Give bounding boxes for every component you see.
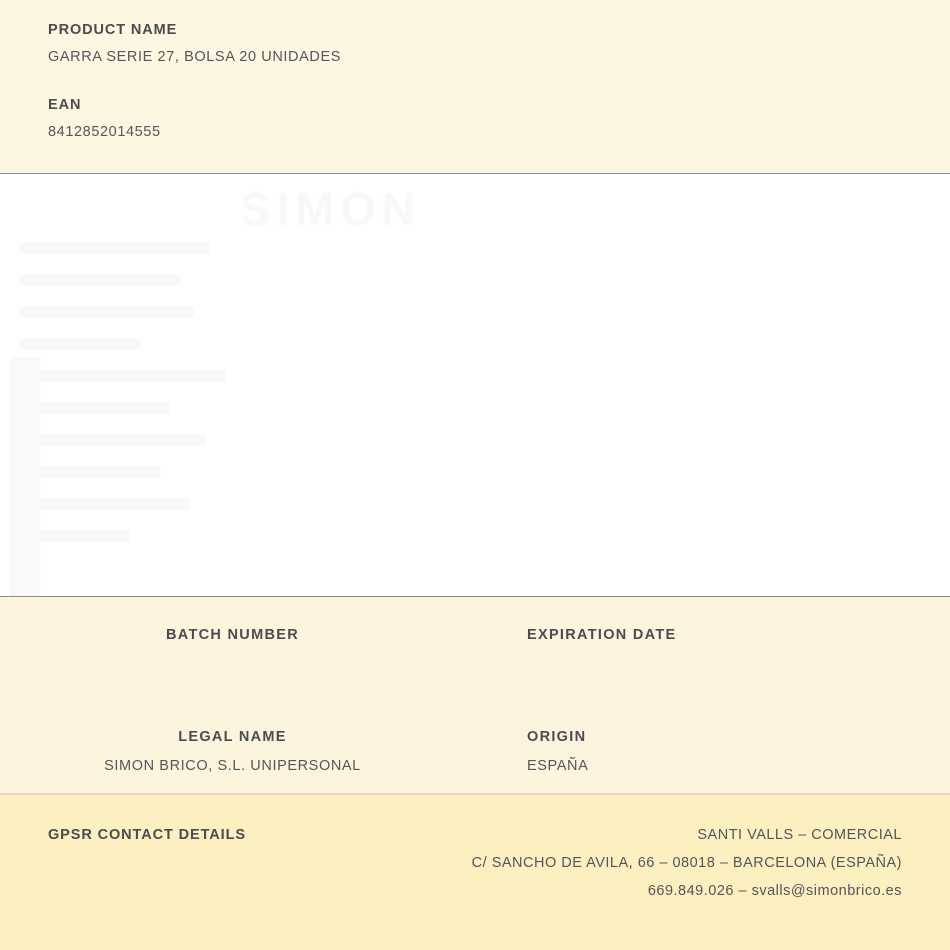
gpsr-contact-phone-email: 669.849.026 – svalls@simonbrico.es — [647, 883, 902, 899]
ghost-line — [20, 242, 210, 254]
expiration-date-value — [527, 656, 950, 672]
product-image-section — [0, 174, 950, 597]
ghost-brand-text: SIMON — [240, 183, 421, 235]
legal-name-value: SIMON BRICO, S.L. UNIPERSONAL — [104, 758, 361, 774]
batch-row — [0, 627, 950, 672]
gpsr-contact-lines — [472, 827, 902, 899]
ean-field — [0, 97, 950, 140]
ean-value: 8412852014555 — [48, 124, 161, 140]
batch-legal-section — [0, 597, 950, 795]
gpsr-contact-address: C/ SANCHO DE AVILA, 66 – 08018 – BARCELONA (ESPAÑA) — [471, 855, 902, 871]
ean-label: EAN — [48, 97, 82, 113]
product-name-value: GARRA SERIE 27, BOLSA 20 UNIDADES — [48, 49, 341, 65]
gpsr-contact-section — [0, 795, 950, 950]
origin-value: ESPAÑA — [527, 758, 589, 774]
product-image-ghost — [0, 182, 500, 482]
expiration-date-label: EXPIRATION DATE — [527, 627, 677, 643]
batch-number-label: BATCH NUMBER — [166, 627, 299, 643]
ghost-line — [20, 466, 160, 478]
ghost-line — [20, 338, 140, 350]
ghost-line — [20, 402, 170, 414]
ghost-bar — [10, 357, 40, 597]
ghost-line — [20, 370, 225, 382]
ghost-line — [20, 274, 180, 286]
batch-number-field — [0, 627, 475, 672]
ghost-text-lines — [20, 242, 280, 562]
product-name-label: PRODUCT NAME — [48, 22, 178, 38]
gpsr-title: GPSR CONTACT DETAILS — [48, 827, 246, 843]
product-name-field — [0, 22, 950, 65]
legal-name-field — [0, 729, 475, 774]
origin-field — [475, 729, 950, 774]
legal-name-label: LEGAL NAME — [178, 729, 287, 745]
origin-label: ORIGIN — [527, 729, 587, 745]
gpsr-contact-person: SANTI VALLS – COMERCIAL — [697, 827, 902, 843]
legal-row — [0, 729, 950, 774]
product-identity-section — [0, 0, 950, 174]
ghost-line — [20, 306, 195, 318]
ghost-line — [20, 434, 205, 446]
expiration-date-field — [475, 627, 950, 672]
batch-number-value — [0, 656, 465, 672]
ghost-line — [20, 498, 190, 510]
